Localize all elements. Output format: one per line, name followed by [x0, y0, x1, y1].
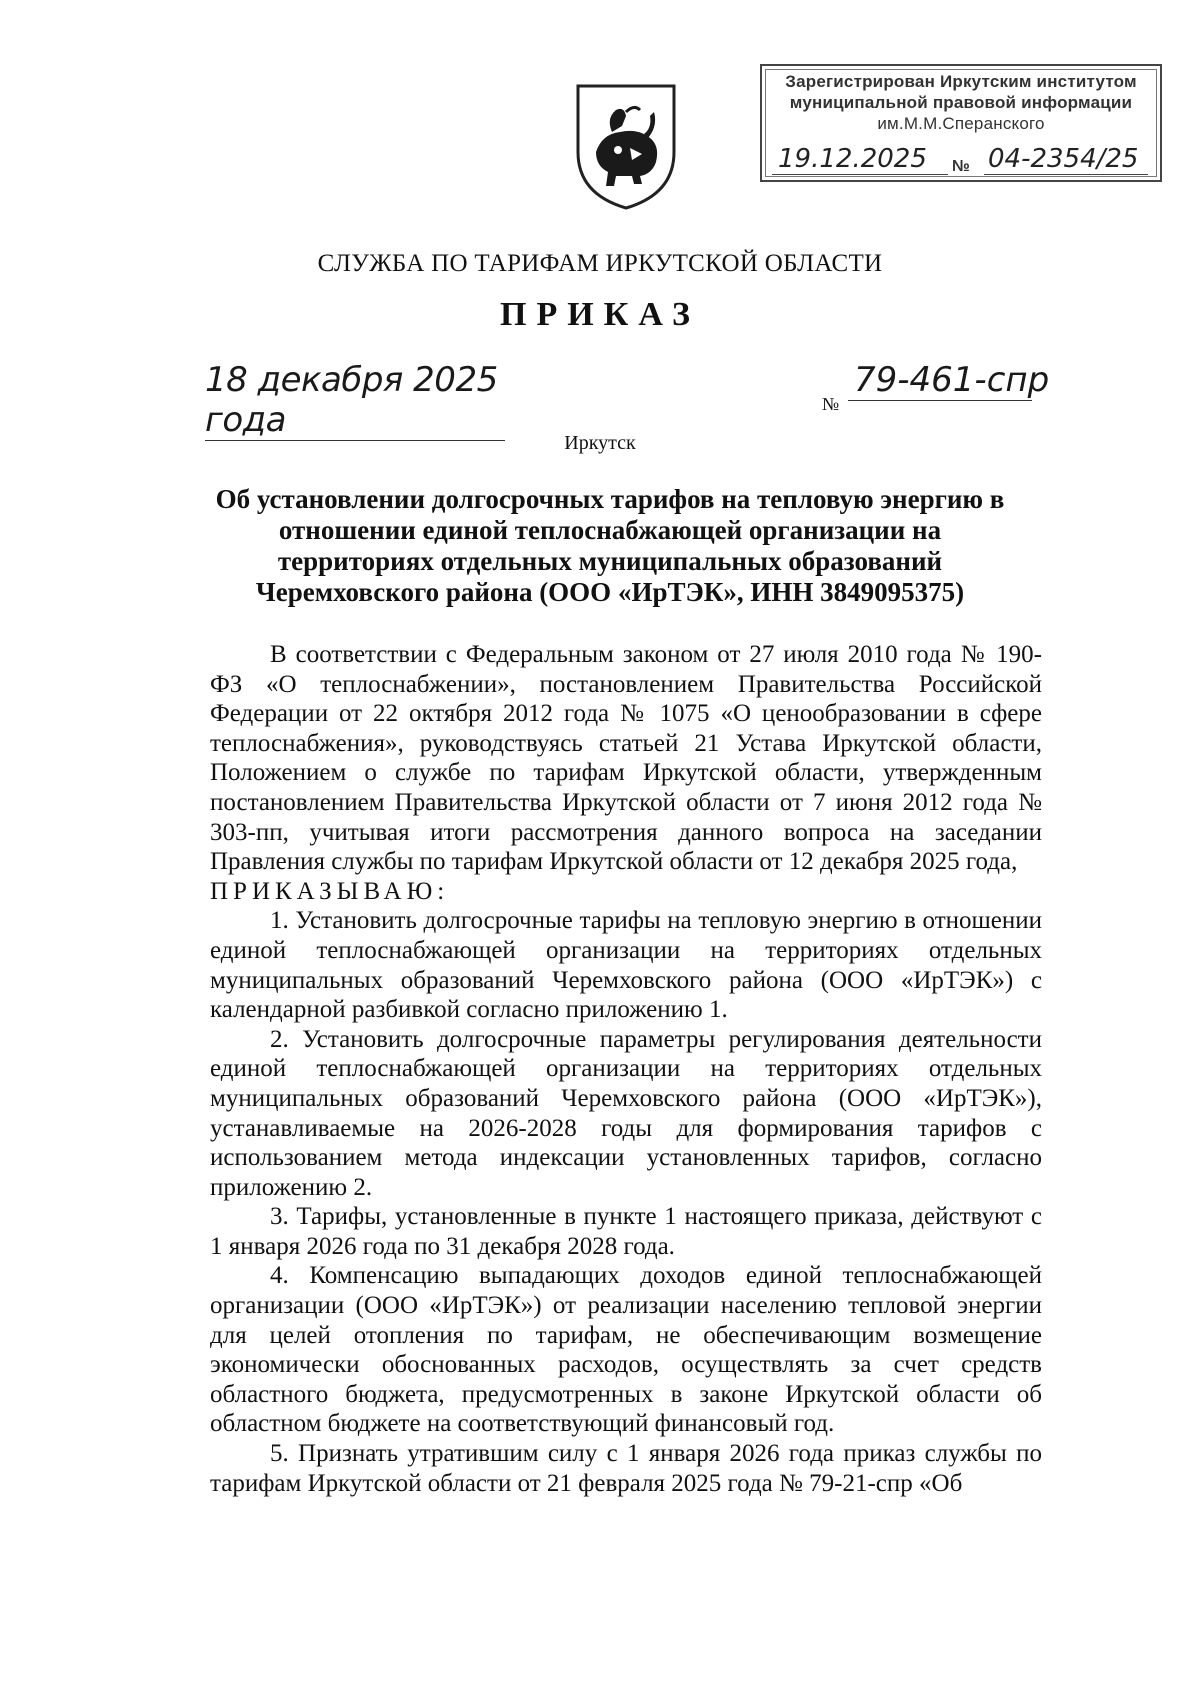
order-number: 79-461-спр [848, 360, 1032, 401]
document-body [210, 640, 1042, 1498]
document-type: ПРИКАЗ [500, 296, 700, 333]
stamp-number-label: № [952, 158, 970, 175]
city: Иркутск [564, 432, 636, 454]
item-1: 1. Установить долгосрочные тарифы на тепловую энергию в отношении единой теплоснабжающей организации на территориях отдельных муниципальных образований Черемховского района (ООО «ИрТЭК») с календарной разбивкой согласно приложению 1. [210, 907, 1042, 1024]
preamble: В соответствии с Федеральным законом от 27 июля 2010 года № 190-ФЗ «О теплоснабжении», постановлением Правительства Российской Федерации от 22 октября 2012 года № 1075 «О ценообразовании в сфере теплоснабжения», руководствуясь статьей 21 Устава Иркутской области, Положением о службе по тарифам Иркутской области, утвержденным постановлением Правительства Иркутской области от 7 июня 2012 года № 303-пп, учитывая итоги рассмотрения данного вопроса на заседании Правления службы по тарифам Иркутской области от 12 декабря 2025 года, [210, 641, 1042, 876]
order-date: 18 декабря 2025 года [205, 360, 505, 441]
item-3: 3. Тарифы, установленные в пункте 1 настоящего приказа, действуют с 1 января 2026 года по 31 декабря 2028 года. [210, 1203, 1042, 1260]
coat-of-arms-icon [572, 82, 680, 212]
item-5: 5. Признать утратившим силу с 1 января 2026 года приказ службы по тарифам Иркутской области от 21 февраля 2025 года № 79-21-спр «Об [210, 1440, 1042, 1497]
order-number-label: № [822, 394, 840, 414]
item-4: 4. Компенсацию выпадающих доходов единой теплоснабжающей организации (ООО «ИрТЭК») от реализации населению тепловой энергии для целей отопления по тарифам, не обеспечивающим возмещение экономически обоснованных расходов, осуществлять за счет средств областного бюджета, предусмотренных в законе Иркутской области об областном бюджете на соответствующий финансовый год. [210, 1262, 1042, 1438]
stamp-line-3: им.М.М.Сперанского [877, 114, 1045, 133]
agency-name: СЛУЖБА ПО ТАРИФАМ ИРКУТСКОЙ ОБЛАСТИ [317, 250, 883, 277]
document-title: Об установлении долгосрочных тарифов на тепловую энергию в отношении единой теплоснабжающей организации на территориях отдельных муниципальных образований Черемховского района (ООО «ИрТЭК», ИНН 3849095375) [215, 484, 1005, 607]
stamp-line-1: Зарегистрирован Иркутским институтом [785, 72, 1137, 91]
stamp-line-2: муниципальной правовой информации [789, 93, 1133, 112]
stamp-date: 19.12.2025 [772, 144, 948, 175]
stamp-number: 04-2354/25 [984, 144, 1148, 175]
decree-word: ПРИКАЗЫВАЮ: [210, 877, 450, 905]
item-2: 2. Установить долгосрочные параметры регулирования деятельности единой теплоснабжающей организации на территориях отдельных муниципальных образований Черемховского района (ООО «ИрТЭК»), устанавливаемые на 2026-2028 годы для формирования тарифов с использованием метода индексации установленных тарифов, согласно приложению 2. [210, 1025, 1042, 1201]
registration-stamp [760, 64, 1162, 182]
